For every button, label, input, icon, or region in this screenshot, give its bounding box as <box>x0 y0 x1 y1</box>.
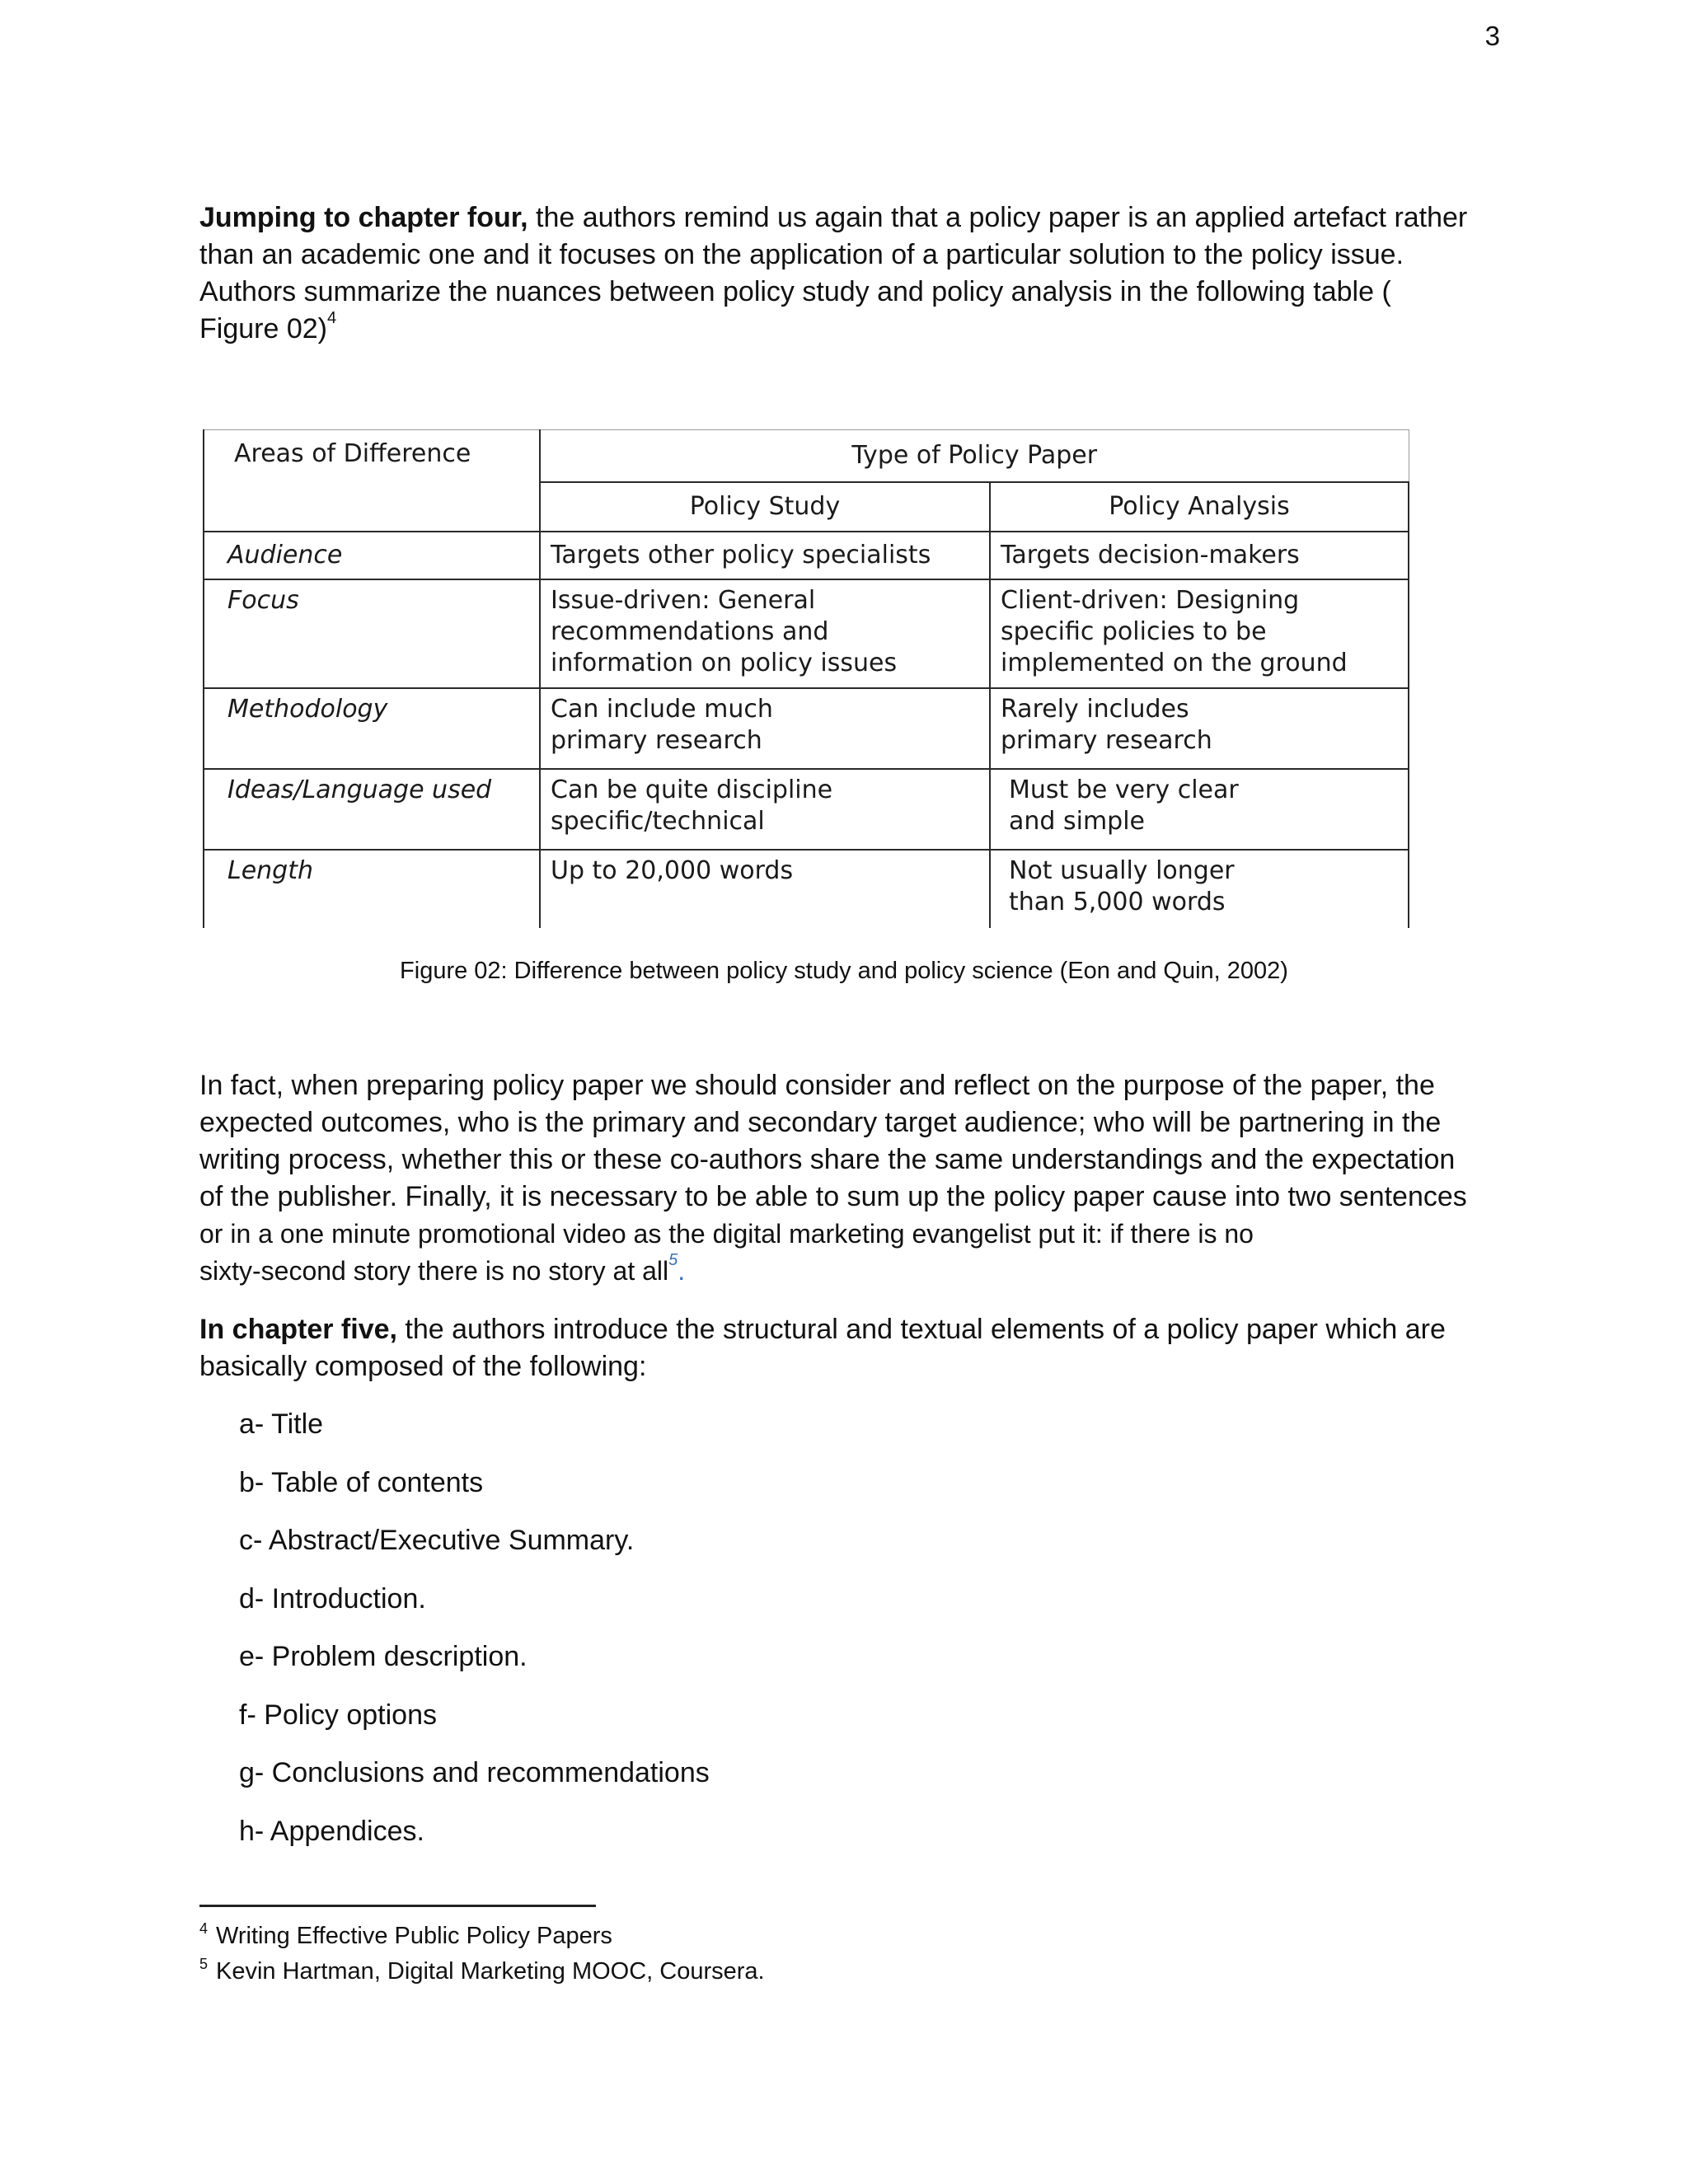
list-item: g- Conclusions and recommendations <box>239 1757 710 1788</box>
list-item: f- Policy options <box>239 1699 437 1731</box>
row-study: Up to 20,000 words <box>540 850 990 928</box>
row-area: Length <box>204 850 540 928</box>
table-header-row <box>204 430 1409 483</box>
policy-comparison-table <box>203 429 1408 924</box>
paragraph-chapter-five <box>199 1311 1510 1385</box>
paragraph-line: expected outcomes, who is the primary and secondary target audience; who will be partnering in the <box>199 1107 1442 1138</box>
row-area: Focus <box>204 579 540 688</box>
lead-bold: Jumping to chapter four, <box>199 202 528 233</box>
paragraph-in-fact <box>199 1067 1510 1294</box>
list-item: h- Appendices. <box>239 1815 424 1847</box>
header-policy-study: Policy Study <box>540 482 990 532</box>
footnote-5: $^5$ Kevin Hartman, Digital Marketing MOOC, Coursera. <box>199 1956 765 1985</box>
paragraph-line: Figure 02)$^4$ <box>199 309 337 344</box>
row-study: Can be quite discipline specific/technical <box>540 769 990 850</box>
footnote-divider <box>199 1905 596 1907</box>
list-item: a- Title <box>239 1408 324 1440</box>
row-analysis: Not usually longer than 5,000 words <box>990 850 1409 928</box>
paragraph-line: Authors summarize the nuances between policy study and policy analysis in the following table ( <box>199 276 1391 307</box>
footnote-4: $^4$ Writing Effective Public Policy Papers <box>199 1920 612 1949</box>
paragraph-line: Jumping to chapter four, the authors remind us again that a policy paper is an applied artefact rather <box>199 202 1468 233</box>
paragraph-line: of the publisher. Finally, it is necessary to be able to sum up the policy paper cause into two sentences <box>199 1181 1467 1212</box>
footnote-ref-4[interactable]: 4 <box>326 309 337 327</box>
footnotes <box>199 1919 765 1990</box>
list-item: d- Introduction. <box>239 1582 426 1615</box>
paragraph-line: writing process, whether this or these co-authors share the same understandings and the expectation <box>199 1144 1456 1175</box>
list-item: c- Abstract/Executive Summary. <box>239 1525 635 1556</box>
paragraph-line: than an academic one and it focuses on the application of a particular solution to the policy issue. <box>199 239 1404 270</box>
row-area: Audience <box>204 532 540 579</box>
table-row <box>204 532 1409 579</box>
page-number: 3 <box>1484 21 1500 51</box>
header-policy-analysis: Policy Analysis <box>990 482 1409 532</box>
row-analysis: Targets decision-makers <box>990 532 1409 579</box>
footnote-ref-5[interactable]: 5 <box>668 1251 678 1269</box>
paragraph-chapter-four <box>199 199 1510 352</box>
paragraph-line: In fact, when preparing policy paper we should consider and reflect on the purpose of the paper, the <box>199 1070 1435 1101</box>
table-row <box>204 579 1409 688</box>
lead-bold: In chapter five, <box>199 1314 397 1345</box>
figure-caption: Figure 02: Difference between policy study and policy science (Eon and Quin, 2002) <box>400 958 1288 984</box>
table-row <box>204 769 1409 850</box>
row-analysis: Must be very clear and simple <box>990 769 1409 850</box>
list-item: b- Table of contents <box>239 1466 484 1498</box>
row-analysis: Rarely includes primary research <box>990 688 1409 769</box>
list-item: e- Problem description. <box>239 1641 528 1672</box>
header-type: Type of Policy Paper <box>540 430 1409 483</box>
table-row <box>204 688 1409 769</box>
row-study: Issue-driven: General recommendations and information on policy issues <box>540 579 990 688</box>
row-area: Methodology <box>204 688 540 769</box>
table <box>203 429 1409 928</box>
paragraph-line: sixty-second story there is no story at all$^5$. <box>199 1251 686 1286</box>
row-study: Targets other policy specialists <box>540 532 990 579</box>
paragraph-line: or in a one minute promotional video as the digital marketing evangelist put it: if there is no <box>199 1219 1254 1249</box>
row-analysis: Client-driven: Designing specific policies to be implemented on the ground <box>990 579 1409 688</box>
header-areas: Areas of Difference <box>204 430 540 532</box>
policy-paper-elements-list <box>239 1406 710 1871</box>
row-area: Ideas/Language used <box>204 769 540 850</box>
paragraph-line: basically composed of the following: <box>199 1351 647 1382</box>
table-row <box>204 850 1409 928</box>
paragraph-line: In chapter five, the authors introduce the structural and textual elements of a policy paper which are <box>199 1314 1446 1345</box>
row-study: Can include much primary research <box>540 688 990 769</box>
